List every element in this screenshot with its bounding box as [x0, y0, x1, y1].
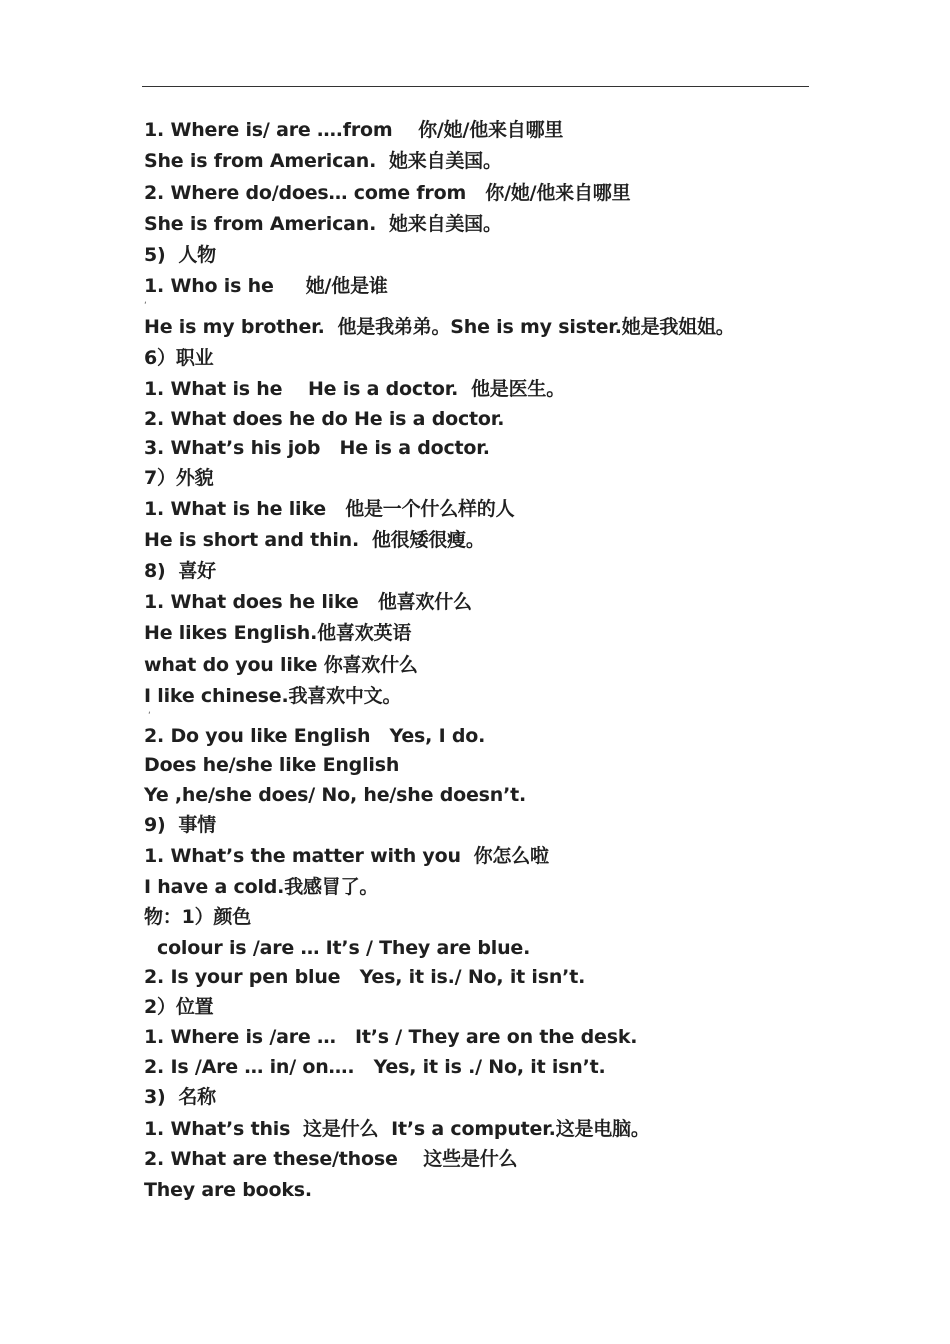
section-heading: 5) 人物: [144, 244, 216, 266]
text-line: 1. What does he like 他喜欢什么: [144, 591, 472, 613]
text-line: 2. Do you like English Yes, I do.: [144, 725, 486, 747]
section-heading: 7）外貌: [144, 467, 214, 489]
text-line: He is short and thin. 他很矮很瘦。: [144, 529, 485, 551]
text-line: 1. What’s this 这是什么 It’s a computer.这是电脑。: [144, 1118, 650, 1140]
text-line: colour is /are … It’s / They are blue.: [157, 937, 531, 959]
text-line: 1. What’s the matter with you 你怎么啦: [144, 845, 549, 867]
text-line: 2. Is your pen blue Yes, it is./ No, it isn’t.: [144, 966, 586, 988]
stray-mark: ‘: [144, 301, 147, 311]
text-line: I have a cold.我感冒了。: [144, 876, 379, 898]
text-line: 1. What is he like 他是一个什么样的人: [144, 498, 515, 520]
section-heading: 3) 名称: [144, 1086, 216, 1108]
text-line: 2. What does he do He is a doctor.: [144, 408, 505, 430]
text-line: He is my brother. 他是我弟弟。She is my sister.她是我姐姐。: [144, 316, 735, 338]
text-line: 3. What’s his job He is a doctor.: [144, 437, 490, 459]
text-line: 2. Where do/does… come from 你/她/他来自哪里: [144, 182, 631, 204]
section-heading: 2）位置: [144, 996, 214, 1018]
text-line: They are books.: [144, 1179, 312, 1201]
text-line: He likes English.他喜欢英语: [144, 622, 412, 644]
text-line: 1. Where is /are … It’s / They are on the desk.: [144, 1026, 638, 1048]
text-line: Does he/she like English: [144, 754, 400, 776]
text-line: She is from American. 她来自美国。: [144, 150, 502, 172]
section-heading: 物：1）颜色: [144, 906, 252, 928]
section-heading: 9) 事情: [144, 814, 216, 836]
text-line: I like chinese.我喜欢中文。: [144, 685, 402, 707]
text-line: 1. What is he He is a doctor. 他是医生。: [144, 378, 565, 400]
text-line: 1. Where is/ are ….from 你/她/他来自哪里: [144, 119, 564, 141]
text-line: She is from American. 她来自美国。: [144, 213, 502, 235]
text-line: what do you like 你喜欢什么: [144, 654, 418, 676]
section-heading: 6）职业: [144, 347, 214, 369]
text-line: Ye ,he/she does/ No, he/she doesn’t.: [144, 784, 526, 806]
stray-mark: ‘: [148, 711, 151, 721]
text-line: 2. Is /Are … in/ on…. Yes, it is ./ No, it isn’t.: [144, 1056, 606, 1078]
text-line: 1. Who is he 她/他是谁: [144, 275, 388, 297]
section-heading: 8) 喜好: [144, 560, 216, 582]
text-line: 2. What are these/those 这些是什么: [144, 1148, 518, 1170]
